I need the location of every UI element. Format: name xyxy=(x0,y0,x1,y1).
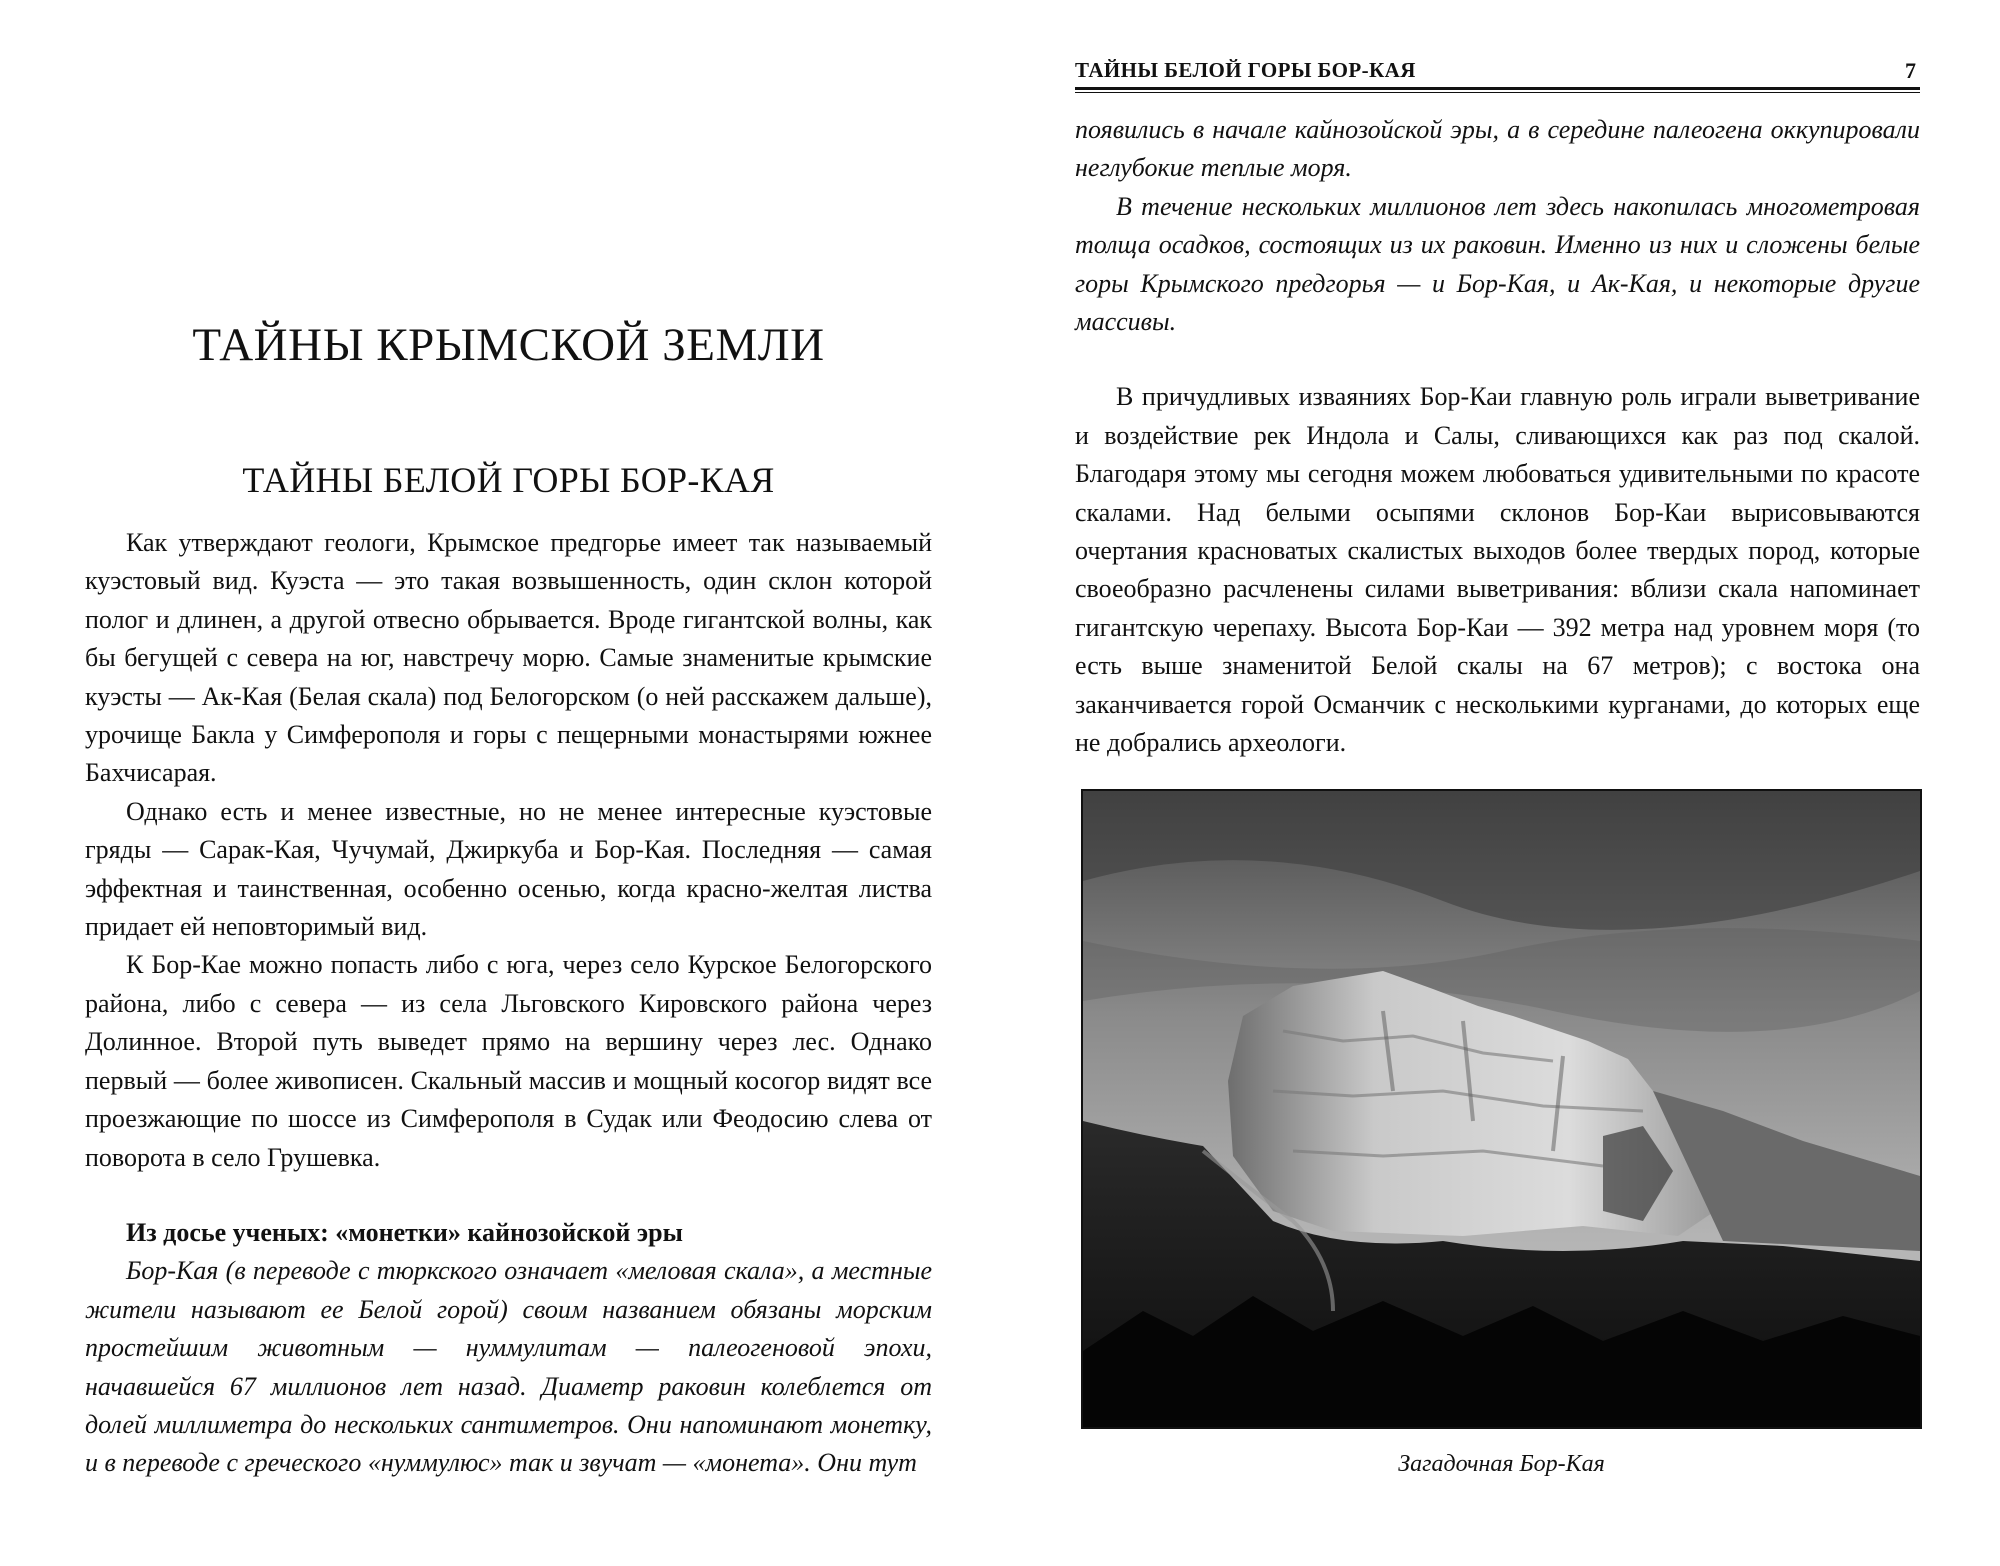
paragraph-ridges: Однако есть и менее известные, но не менее интересные куэстовые гряды — Сарак-Кая, Чучумай, Джиркуба и Бор-Кая. Последняя — самая эффектная и таинственная, особенно осенью, когда красно-желтая листва придает ей неповторимый вид. xyxy=(85,796,932,942)
running-head xyxy=(1075,58,1920,88)
photo-caption: Загадочная Бор-Кая xyxy=(1398,1451,1605,1477)
running-head-title: ТАЙНЫ БЕЛОЙ ГОРЫ БОР-КАЯ xyxy=(1075,58,1416,82)
italic-paragraph-continued: появились в начале кайнозойской эры, а в середине палеогена оккупировали неглубокие теплые моря. xyxy=(1075,115,1920,183)
paragraph-cuesta: Как утверждают геологи, Крымское предгорье имеет так называемый куэстовый вид. Куэста — это такая возвышенность, один склон которой полог и длинен, а другой отвесно обрывается. Вроде гигантской волны, как бы бегущей с севера на юг, навстречу морю. Самые знаменитые крымские куэсты — Ак-Кая (Белая скала) под Белогорском (о ней расскажем дальше), урочище Бакла у Симферополя и горы с пещерными монастырями южнее Бахчисарая. xyxy=(85,528,932,788)
bor-kaya-photo xyxy=(1081,789,1922,1429)
chapter-title: ТАЙНЫ КРЫМСКОЙ ЗЕМЛИ xyxy=(192,319,825,371)
section-title: ТАЙНЫ БЕЛОЙ ГОРЫ БОР-КАЯ xyxy=(242,460,775,500)
sidebar-paragraph: Бор-Кая (в переводе с тюркского означает «меловая скала», а местные жители называют ее Белой горой) своим названием обязаны морским простейшим животным — нуммулитам — палеогеновой эпохи, начавшейся 67 миллионов лет назад. Диаметр раковин колеблется от долей миллиметра до нескольких сантиметров. Они напоминают монетку, и в переводе с греческого «нуммулюс» так и звучат — «монета». Они тут xyxy=(85,1256,932,1478)
paragraph-route: К Бор-Кае можно попасть либо с юга, через село Курское Белогорского района, либо с севера — из села Льговского Кировского района через Долинное. Второй путь выведет прямо на вершину через лес. Однако первый — более живописен. Скальный массив и мощный косогор видят все проезжающие по шоссе из Симферополя в Судак или Феодосию слева от поворота в село Грушевка. xyxy=(85,950,932,1172)
page-number: 7 xyxy=(1905,58,1916,83)
header-rule-thin xyxy=(1075,92,1920,93)
right-text-column xyxy=(1075,111,1920,763)
paragraph-weathering: В причудливых изваяниях Бор-Каи главную роль играли выветривание и воздействие рек Индола и Салы, сливающихся как раз под скалой. Благодаря этому мы сегодня можем любоваться удивительными по красоте скалами. Над белыми осыпями склонов Бор-Каи вырисовываются очертания красноватых скалистых выходов более твердых пород, которые своеобразно расчленены силами выветривания: вблизи скала напоминает гигантскую черепаху. Высота Бор-Каи — 392 метра над уровнем моря (то есть выше знаменитой Белой скалы на 67 метров); с востока она заканчивается горой Османчик с несколькими курганами, до которых еще не добрались археологи. xyxy=(1075,382,1920,758)
left-text-column xyxy=(85,524,932,1483)
header-rule-thick xyxy=(1075,87,1920,90)
italic-paragraph-sediments: В течение нескольких миллионов лет здесь накопилась многометровая толща осадков, состоящих из их раковин. Именно из них и сложены белые горы Крымского предгорья — и Бор-Кая, и Ак-Кая, и некоторые другие массивы. xyxy=(1075,191,1920,337)
sidebar-heading: Из досье ученых: «монетки» кайнозойской эры xyxy=(126,1217,683,1247)
